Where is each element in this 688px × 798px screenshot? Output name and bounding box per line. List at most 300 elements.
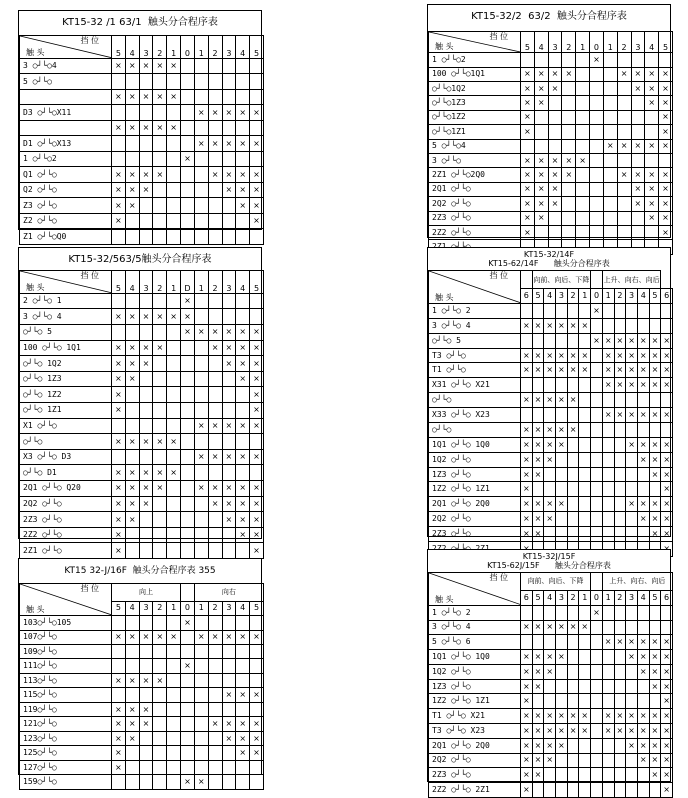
open-cell bbox=[602, 422, 614, 437]
table-title: KT15-32 /1 63/1 触头分合程序表 bbox=[62, 17, 218, 28]
open-cell bbox=[250, 229, 264, 245]
open-cell bbox=[181, 496, 195, 512]
closed-mark: × bbox=[208, 717, 222, 731]
closed-mark: × bbox=[661, 738, 673, 753]
contact-row bbox=[429, 153, 673, 167]
open-cell bbox=[591, 738, 603, 753]
open-cell bbox=[637, 318, 649, 333]
open-cell bbox=[626, 393, 638, 408]
open-cell bbox=[649, 303, 661, 318]
open-cell bbox=[181, 198, 195, 214]
open-cell bbox=[167, 182, 181, 198]
open-cell bbox=[153, 512, 167, 528]
contact-label: 2Q2 ○┘└○ bbox=[429, 197, 521, 211]
open-cell bbox=[112, 688, 126, 702]
closed-mark: × bbox=[139, 465, 153, 481]
open-cell bbox=[139, 659, 153, 673]
closed-mark: × bbox=[602, 635, 614, 650]
closed-mark: × bbox=[139, 496, 153, 512]
position-header-label: 挡 位 bbox=[80, 584, 99, 593]
contact-label: 5 ○┘└○ bbox=[20, 74, 112, 90]
open-cell bbox=[194, 58, 208, 74]
closed-mark: × bbox=[139, 481, 153, 497]
closed-mark: × bbox=[567, 363, 579, 378]
open-cell bbox=[139, 731, 153, 745]
open-cell bbox=[562, 53, 576, 67]
contact-row bbox=[429, 348, 673, 363]
position-number: 3 bbox=[139, 601, 153, 615]
contact-label: 2Q2 ○┘└○ bbox=[429, 753, 521, 768]
closed-mark: × bbox=[534, 81, 548, 95]
open-cell bbox=[591, 318, 603, 333]
open-cell bbox=[548, 96, 562, 110]
open-cell bbox=[591, 768, 603, 783]
closed-mark: × bbox=[544, 422, 556, 437]
open-cell bbox=[548, 211, 562, 225]
closed-mark: × bbox=[544, 650, 556, 665]
closed-mark: × bbox=[532, 768, 544, 783]
closed-mark: × bbox=[139, 717, 153, 731]
closed-mark: × bbox=[645, 139, 659, 153]
closed-mark: × bbox=[125, 120, 139, 136]
closed-mark: × bbox=[591, 303, 603, 318]
open-cell bbox=[602, 527, 614, 542]
closed-mark: × bbox=[661, 709, 673, 724]
open-cell bbox=[556, 482, 568, 497]
contact-label: ○┘└○ 1Q2 bbox=[20, 356, 112, 372]
position-number: 5 bbox=[649, 590, 661, 605]
open-cell bbox=[208, 465, 222, 481]
closed-mark: × bbox=[562, 168, 576, 182]
closed-mark: × bbox=[250, 512, 264, 528]
closed-mark: × bbox=[521, 393, 533, 408]
closed-mark: × bbox=[534, 67, 548, 81]
closed-mark: × bbox=[661, 635, 673, 650]
open-cell bbox=[602, 753, 614, 768]
contact-row bbox=[429, 635, 673, 650]
position-number: 5 bbox=[250, 36, 264, 59]
open-cell bbox=[548, 125, 562, 139]
open-cell bbox=[194, 434, 208, 450]
closed-mark: × bbox=[236, 731, 250, 745]
open-cell bbox=[153, 418, 167, 434]
open-cell bbox=[222, 309, 236, 325]
open-cell bbox=[626, 620, 638, 635]
closed-mark: × bbox=[208, 105, 222, 121]
open-cell bbox=[556, 768, 568, 783]
contact-row bbox=[20, 136, 264, 152]
open-cell bbox=[222, 702, 236, 716]
position-number: 4 bbox=[544, 289, 556, 304]
closed-mark: × bbox=[181, 659, 195, 673]
closed-mark: × bbox=[521, 348, 533, 363]
closed-mark: × bbox=[222, 496, 236, 512]
closed-mark: × bbox=[521, 527, 533, 542]
closed-mark: × bbox=[125, 58, 139, 74]
open-cell bbox=[614, 318, 626, 333]
open-cell bbox=[626, 422, 638, 437]
closed-mark: × bbox=[637, 635, 649, 650]
open-cell bbox=[208, 434, 222, 450]
closed-mark: × bbox=[637, 753, 649, 768]
contact-label: 3 ○┘└○ 4 bbox=[20, 309, 112, 325]
contact-label: 121○┘└○ bbox=[20, 717, 112, 731]
open-cell bbox=[250, 645, 264, 659]
contact-row bbox=[429, 110, 673, 124]
open-cell bbox=[544, 768, 556, 783]
position-number: 4 bbox=[236, 271, 250, 294]
open-cell bbox=[579, 768, 591, 783]
corner-header bbox=[20, 584, 112, 616]
contact-row bbox=[429, 753, 673, 768]
closed-mark: × bbox=[637, 512, 649, 527]
open-cell bbox=[591, 497, 603, 512]
open-cell bbox=[208, 775, 222, 789]
closed-mark: × bbox=[631, 139, 645, 153]
closed-mark: × bbox=[521, 664, 533, 679]
open-cell bbox=[250, 309, 264, 325]
contact-row bbox=[429, 694, 673, 709]
open-cell bbox=[590, 211, 604, 225]
open-cell bbox=[208, 673, 222, 687]
open-cell bbox=[125, 74, 139, 90]
open-cell bbox=[222, 403, 236, 419]
open-cell bbox=[544, 467, 556, 482]
open-cell bbox=[236, 543, 250, 559]
closed-mark: × bbox=[521, 96, 535, 110]
closed-mark: × bbox=[626, 333, 638, 348]
open-cell bbox=[208, 151, 222, 167]
open-cell bbox=[167, 340, 181, 356]
contact-row bbox=[429, 512, 673, 527]
open-cell bbox=[153, 105, 167, 121]
closed-mark: × bbox=[532, 723, 544, 738]
position-group-header: 向前、向后、下降 bbox=[532, 271, 590, 289]
closed-mark: × bbox=[659, 211, 673, 225]
position-number: 3 bbox=[139, 36, 153, 59]
open-cell bbox=[579, 422, 591, 437]
contact-row bbox=[429, 333, 673, 348]
contact-row bbox=[20, 512, 264, 528]
open-cell bbox=[112, 293, 126, 309]
open-cell bbox=[661, 422, 673, 437]
open-cell bbox=[208, 74, 222, 90]
closed-mark: × bbox=[222, 731, 236, 745]
closed-mark: × bbox=[661, 378, 673, 393]
position-group-header: 上升、向右、向后 bbox=[602, 271, 660, 289]
open-cell bbox=[590, 81, 604, 95]
open-cell bbox=[532, 635, 544, 650]
closed-mark: × bbox=[222, 630, 236, 644]
position-number: 5 bbox=[112, 601, 126, 615]
position-number: D bbox=[181, 271, 195, 294]
open-cell bbox=[167, 496, 181, 512]
closed-mark: × bbox=[532, 363, 544, 378]
closed-mark: × bbox=[236, 512, 250, 528]
open-cell bbox=[645, 226, 659, 240]
open-cell bbox=[576, 182, 590, 196]
open-cell bbox=[661, 303, 673, 318]
open-cell bbox=[626, 512, 638, 527]
open-cell bbox=[181, 465, 195, 481]
open-cell bbox=[181, 167, 195, 183]
contact-label: ○┘└○ bbox=[20, 434, 112, 450]
open-cell bbox=[181, 434, 195, 450]
open-cell bbox=[556, 753, 568, 768]
closed-mark: × bbox=[139, 167, 153, 183]
closed-mark: × bbox=[645, 96, 659, 110]
open-cell bbox=[194, 387, 208, 403]
open-cell bbox=[208, 120, 222, 136]
closed-mark: × bbox=[562, 67, 576, 81]
position-number: 4 bbox=[544, 590, 556, 605]
closed-mark: × bbox=[661, 482, 673, 497]
open-cell bbox=[521, 378, 533, 393]
closed-mark: × bbox=[521, 650, 533, 665]
position-number: 2 bbox=[562, 32, 576, 53]
position-number: 2 bbox=[153, 601, 167, 615]
open-cell bbox=[617, 53, 631, 67]
position-number: 2 bbox=[208, 601, 222, 615]
open-cell bbox=[567, 605, 579, 620]
open-cell bbox=[579, 452, 591, 467]
contact-row bbox=[429, 67, 673, 81]
open-cell bbox=[167, 616, 181, 630]
closed-mark: × bbox=[637, 497, 649, 512]
contact-label: ○┘└○1Z2 bbox=[429, 110, 521, 124]
closed-mark: × bbox=[637, 664, 649, 679]
open-cell bbox=[153, 527, 167, 543]
open-cell bbox=[250, 616, 264, 630]
open-cell bbox=[631, 96, 645, 110]
position-group-header bbox=[591, 271, 603, 289]
position-group-header: 向前、向后、下降 bbox=[521, 573, 591, 591]
open-cell bbox=[614, 620, 626, 635]
open-cell bbox=[576, 110, 590, 124]
open-cell bbox=[194, 340, 208, 356]
closed-mark: × bbox=[208, 630, 222, 644]
contact-label: 159○┘└○ bbox=[20, 775, 112, 789]
contact-table-kt15-32j-16f bbox=[18, 558, 262, 787]
closed-mark: × bbox=[222, 717, 236, 731]
open-cell bbox=[626, 303, 638, 318]
open-cell bbox=[576, 168, 590, 182]
open-cell bbox=[208, 182, 222, 198]
contact-header-label: 触 头 bbox=[26, 282, 45, 292]
closed-mark: × bbox=[167, 89, 181, 105]
closed-mark: × bbox=[236, 449, 250, 465]
open-cell bbox=[579, 738, 591, 753]
contact-label: Z2 ○┘└○ bbox=[20, 213, 112, 229]
open-cell bbox=[181, 105, 195, 121]
contact-label: 5 ○┘└○ 6 bbox=[429, 635, 521, 650]
closed-mark: × bbox=[661, 467, 673, 482]
closed-mark: × bbox=[534, 153, 548, 167]
open-cell bbox=[222, 527, 236, 543]
closed-mark: × bbox=[614, 348, 626, 363]
closed-mark: × bbox=[236, 527, 250, 543]
open-cell bbox=[614, 497, 626, 512]
closed-mark: × bbox=[139, 309, 153, 325]
open-cell bbox=[562, 110, 576, 124]
contact-label: 1 ○┘└○ 2 bbox=[429, 303, 521, 318]
open-cell bbox=[181, 229, 195, 245]
closed-mark: × bbox=[544, 738, 556, 753]
open-cell bbox=[637, 768, 649, 783]
contact-row bbox=[20, 89, 264, 105]
position-group-header: 向右 bbox=[194, 584, 263, 602]
open-cell bbox=[521, 333, 533, 348]
contact-row bbox=[20, 340, 264, 356]
position-number: 1 bbox=[167, 271, 181, 294]
open-cell bbox=[591, 635, 603, 650]
contact-label: D3 ○┘└○X11 bbox=[20, 105, 112, 121]
open-cell bbox=[576, 211, 590, 225]
position-number: 6 bbox=[521, 590, 533, 605]
closed-mark: × bbox=[139, 356, 153, 372]
closed-mark: × bbox=[548, 153, 562, 167]
open-cell bbox=[194, 309, 208, 325]
open-cell bbox=[614, 753, 626, 768]
open-cell bbox=[236, 309, 250, 325]
open-cell bbox=[579, 664, 591, 679]
contact-label: 1 ○┘└○ 2 bbox=[429, 605, 521, 620]
position-number: 4 bbox=[534, 32, 548, 53]
closed-mark: × bbox=[153, 673, 167, 687]
open-cell bbox=[194, 746, 208, 760]
open-cell bbox=[208, 645, 222, 659]
open-cell bbox=[125, 229, 139, 245]
open-cell bbox=[562, 197, 576, 211]
contact-label: 3 ○┘└○ 4 bbox=[429, 620, 521, 635]
closed-mark: × bbox=[579, 363, 591, 378]
open-cell bbox=[125, 760, 139, 774]
closed-mark: × bbox=[112, 403, 126, 419]
contact-row bbox=[20, 167, 264, 183]
position-group-header bbox=[591, 573, 603, 591]
position-number: 5 bbox=[112, 36, 126, 59]
open-cell bbox=[181, 182, 195, 198]
open-cell bbox=[181, 760, 195, 774]
closed-mark: × bbox=[112, 198, 126, 214]
closed-mark: × bbox=[112, 182, 126, 198]
closed-mark: × bbox=[567, 393, 579, 408]
contact-label: 123○┘└○ bbox=[20, 731, 112, 745]
contact-label: ○┘└○ 5 bbox=[429, 333, 521, 348]
open-cell bbox=[125, 136, 139, 152]
open-cell bbox=[208, 371, 222, 387]
open-cell bbox=[250, 673, 264, 687]
open-cell bbox=[236, 616, 250, 630]
closed-mark: × bbox=[167, 309, 181, 325]
closed-mark: × bbox=[181, 309, 195, 325]
open-cell bbox=[139, 74, 153, 90]
table-title: KT15-32/14F KT15-62/14F 触头分合程序表 bbox=[488, 250, 610, 268]
open-cell bbox=[602, 664, 614, 679]
position-group-header bbox=[521, 271, 533, 289]
contact-table-grid bbox=[428, 572, 673, 798]
open-cell bbox=[602, 679, 614, 694]
open-cell bbox=[139, 512, 153, 528]
open-cell bbox=[579, 605, 591, 620]
open-cell bbox=[534, 53, 548, 67]
contact-row bbox=[20, 616, 264, 630]
position-number: 4 bbox=[125, 36, 139, 59]
open-cell bbox=[637, 605, 649, 620]
closed-mark: × bbox=[521, 197, 535, 211]
open-cell bbox=[194, 74, 208, 90]
closed-mark: × bbox=[659, 226, 673, 240]
contact-header-label: 触 头 bbox=[435, 594, 454, 604]
open-cell bbox=[125, 151, 139, 167]
position-number: 3 bbox=[631, 32, 645, 53]
contact-header-label: 触 头 bbox=[435, 42, 454, 52]
open-cell bbox=[167, 760, 181, 774]
open-cell bbox=[532, 783, 544, 798]
open-cell bbox=[637, 303, 649, 318]
open-cell bbox=[167, 213, 181, 229]
contact-label: 1Q1 ○┘└○ 1Q0 bbox=[429, 437, 521, 452]
position-header-label: 挡 位 bbox=[489, 271, 508, 280]
position-number: 6 bbox=[661, 590, 673, 605]
open-cell bbox=[544, 333, 556, 348]
open-cell bbox=[208, 616, 222, 630]
open-cell bbox=[250, 775, 264, 789]
closed-mark: × bbox=[153, 89, 167, 105]
contact-row bbox=[429, 497, 673, 512]
open-cell bbox=[579, 482, 591, 497]
open-cell bbox=[579, 512, 591, 527]
open-cell bbox=[544, 303, 556, 318]
open-cell bbox=[208, 356, 222, 372]
open-cell bbox=[194, 645, 208, 659]
closed-mark: × bbox=[250, 371, 264, 387]
closed-mark: × bbox=[167, 434, 181, 450]
closed-mark: × bbox=[112, 731, 126, 745]
closed-mark: × bbox=[208, 340, 222, 356]
contact-label: 2Q1 ○┘└○ 2Q0 bbox=[429, 738, 521, 753]
closed-mark: × bbox=[250, 182, 264, 198]
open-cell bbox=[637, 527, 649, 542]
closed-mark: × bbox=[112, 746, 126, 760]
closed-mark: × bbox=[567, 348, 579, 363]
open-cell bbox=[139, 775, 153, 789]
closed-mark: × bbox=[112, 543, 126, 559]
contact-label: 1Q2 ○┘└○ bbox=[429, 452, 521, 467]
open-cell bbox=[645, 53, 659, 67]
open-cell bbox=[590, 182, 604, 196]
contact-label: 2Q1 ○┘└○ Q20 bbox=[20, 481, 112, 497]
closed-mark: × bbox=[250, 325, 264, 341]
open-cell bbox=[208, 229, 222, 245]
closed-mark: × bbox=[532, 650, 544, 665]
open-cell bbox=[590, 125, 604, 139]
open-cell bbox=[544, 527, 556, 542]
closed-mark: × bbox=[112, 496, 126, 512]
closed-mark: × bbox=[532, 527, 544, 542]
open-cell bbox=[591, 620, 603, 635]
closed-mark: × bbox=[112, 673, 126, 687]
open-cell bbox=[567, 650, 579, 665]
closed-mark: × bbox=[194, 325, 208, 341]
open-cell bbox=[661, 393, 673, 408]
position-number: 0 bbox=[181, 601, 195, 615]
open-cell bbox=[236, 58, 250, 74]
closed-mark: × bbox=[649, 723, 661, 738]
open-cell bbox=[153, 496, 167, 512]
closed-mark: × bbox=[661, 650, 673, 665]
open-cell bbox=[567, 497, 579, 512]
